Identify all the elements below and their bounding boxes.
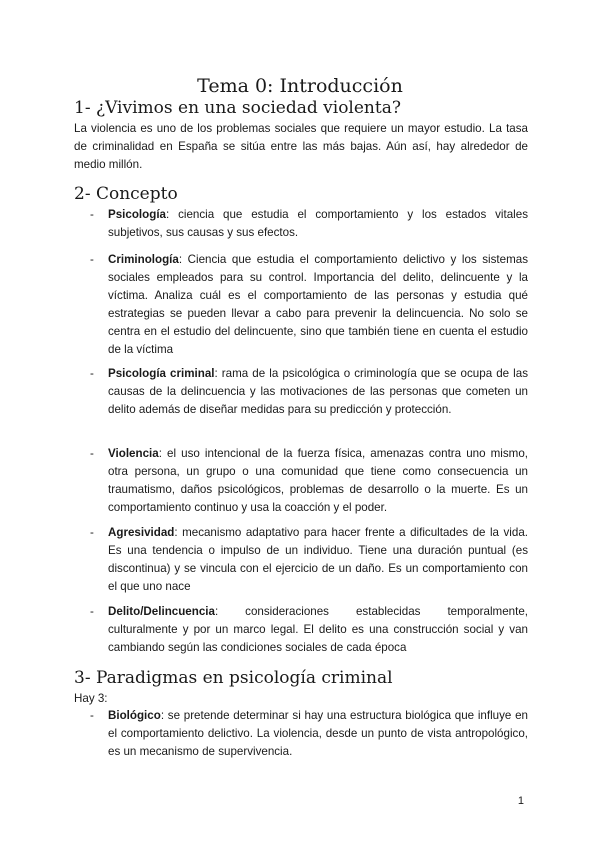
section-1-paragraph: La violencia es uno de los problemas sociales que requiere un mayor estudio. La tasa de criminalidad en España se sitúa entre las más bajas. Aún así, hay alrededor de medio millón. xyxy=(74,122,528,171)
bullet-dash: - xyxy=(90,709,94,722)
list-item-agresividad xyxy=(90,524,528,596)
page-number: 1 xyxy=(517,795,524,807)
term-label: Psicología xyxy=(108,208,166,221)
term-definition: : Ciencia que estudia el comportamiento delictivo y los sistemas sociales empleados para su control. Importancia del delito, delincuente y la víctima. Analiza cuál es el comportamiento de las personas y estudia qué estrategias se pueden llevar a cabo para prevenir la delincuencia. No solo se centra en el estudio del delincuente, sino que también tiene en cuenta el estudio de la víctima xyxy=(108,253,528,356)
list-item-criminologia xyxy=(90,251,528,359)
list-item-delito xyxy=(90,603,528,657)
list-item-violencia xyxy=(90,445,528,517)
section-1-heading: 1- ¿Vivimos en una sociedad violenta? xyxy=(74,98,401,118)
section-2-heading: 2- Concepto xyxy=(74,184,178,204)
term-definition: : consideraciones establecidas temporalmente, culturalmente y por un marco legal. El delito es una construcción social y van cambiando según las condiciones sociales de cada época xyxy=(108,605,528,654)
term-label: Criminología xyxy=(108,253,179,266)
term-label: Biológico xyxy=(108,709,161,722)
term-definition: : mecanismo adaptativo para hacer frente a dificultades de la vida. Es una tendencia o impulso de un individuo. Tiene una duración puntual (es discontinua) y se vincula con el ejercicio de un daño. Es un comportamiento con el que uno nace xyxy=(108,526,528,593)
bullet-dash: - xyxy=(90,208,94,221)
list-item-biologico xyxy=(90,707,528,761)
bullet-dash: - xyxy=(90,447,94,460)
term-label: Violencia xyxy=(108,447,159,460)
bullet-dash: - xyxy=(90,526,94,539)
bullet-dash: - xyxy=(90,605,94,618)
section-3-intro: Hay 3: xyxy=(74,692,108,705)
term-definition: : ciencia que estudia el comportamiento y los estados vitales subjetivos, sus causas y sus efectos. xyxy=(108,208,528,239)
document-title: Tema 0: Introducción xyxy=(197,75,403,97)
term-label: Delito/Delincuencia xyxy=(108,605,215,618)
term-definition: : se pretende determinar si hay una estructura biológica que influye en el comportamiento delictivo. La violencia, desde un punto de vista antropológico, es un mecanismo de supervivencia. xyxy=(108,709,528,758)
list-item-psicologia xyxy=(90,206,528,242)
bullet-dash: - xyxy=(90,253,94,266)
bullet-dash: - xyxy=(90,367,94,380)
term-definition: : rama de la psicológica o criminología que se ocupa de las causas de la delincuencia y las motivaciones de las personas que cometen un delito además de diseñar medidas para su predicción y protección. xyxy=(108,367,528,416)
term-label: Psicología criminal xyxy=(108,367,215,380)
section-3-heading: 3- Paradigmas en psicología criminal xyxy=(74,668,393,688)
term-definition: : el uso intencional de la fuerza física, amenazas contra uno mismo, otra persona, un grupo o una comunidad que tiene como consecuencia un traumatismo, daños psicológicos, problemas de desarrollo o la muerte. Es un comportamiento continuo y usa la coacción y el poder. xyxy=(108,447,528,514)
term-label: Agresividad xyxy=(108,526,175,539)
list-item-psicologia-criminal xyxy=(90,365,528,419)
